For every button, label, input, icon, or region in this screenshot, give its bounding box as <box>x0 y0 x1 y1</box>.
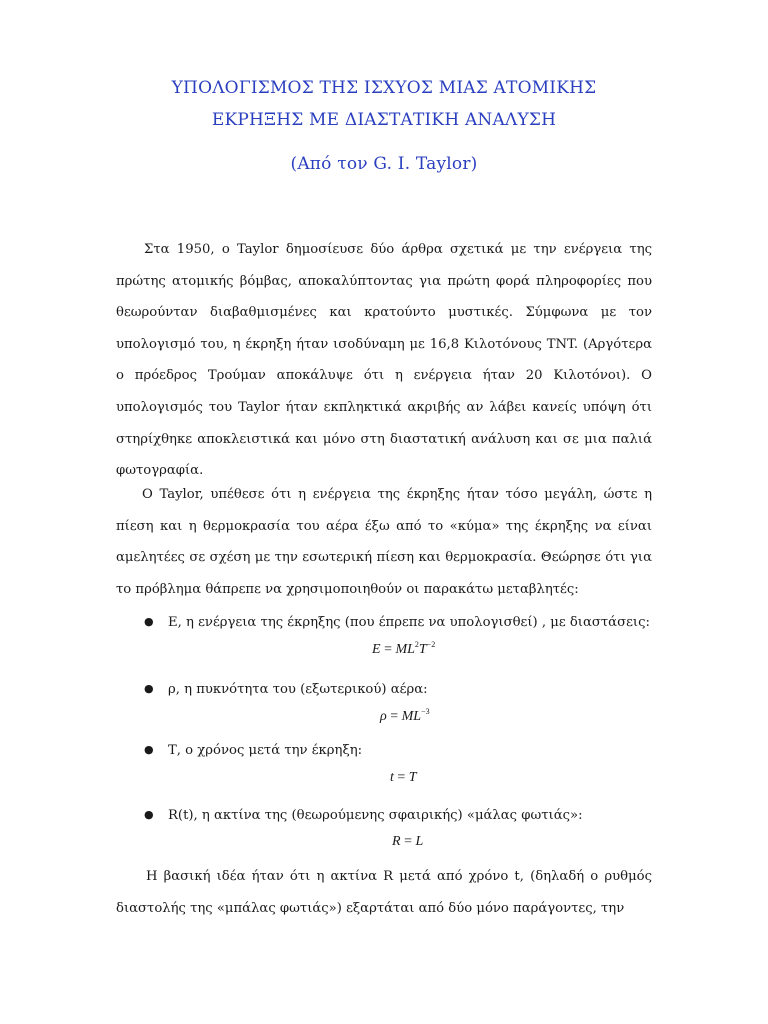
formula-time: t = T <box>390 770 417 785</box>
bullet-density-text: ρ, η πυκνότητα του (εξωτερικού) αέρα: <box>168 682 428 697</box>
bullet-energy-text: Ε, η ενέργεια της έκρηξης (που έπρεπε να υπολογισθεί) , με διαστάσεις: <box>168 615 650 630</box>
byline: (Από τον G. I. Taylor) <box>290 154 478 174</box>
paragraph-basic-idea: Η βασική ιδέα ήταν ότι η ακτίνα R μετά από χρόνο t, (δηλαδή ο ρυθμός διαστολής της «μπάλας φωτιάς») εξαρτάται από δύο μόνο παράγοντες, την <box>116 869 652 916</box>
bullet-time <box>144 740 362 761</box>
bullet-radius <box>144 805 583 826</box>
bullet-energy <box>144 612 650 633</box>
bullet-dot-icon: ● <box>144 808 154 821</box>
bullet-dot-icon: ● <box>144 615 154 628</box>
bullet-time-text: Τ, ο χρόνος μετά την έκρηξη: <box>168 743 363 758</box>
paragraph-intro: Στα 1950, ο Taylor δημοσίευσε δύο άρθρα σχετικά με την ενέργεια της πρώτης ατομικής βόμβας, αποκαλύπτοντας για πρώτη φορά πληροφορίες που θεωρούνταν διαβαθμισμένες και κρατούντο μυστικές. Σύμφωνα με τον υπολογισμό του, η έκρηξη ήταν ισοδύναμη με 16,8 Κιλοτόνους TNT. (Αργότερα ο πρόεδρος Τρούμαν αποκάλυψε ότι η ενέργεια ήταν 20 Κιλοτόνοι). Ο υπολογισμός του Taylor ήταν εκπληκτικά ακριβής αν λάβει κανείς υπόψη ότι στηρίχθηκε αποκλειστικά και μόνο στη διαστατική ανάλυση και σε μια παλιά φωτογραφία. <box>116 242 652 479</box>
bullet-dot-icon: ● <box>144 743 154 756</box>
formula-radius: R = L <box>392 834 424 849</box>
title-line-1: ΥΠΟΛΟΓΙΣΜΟΣ ΤΗΣ ΙΣΧΥΟΣ ΜΙΑΣ ΑΤΟΜΙΚΗΣ <box>171 78 597 98</box>
bullet-dot-icon: ● <box>144 682 154 695</box>
formula-energy: $E = ML^2T^{-2}$ <box>372 640 436 657</box>
title-line-2: ΕΚΡΗΞΗΣ ΜΕ ΔΙΑΣΤΑΤΙΚΗ ΑΝΑΛΥΣΗ <box>211 110 557 130</box>
bullet-density <box>144 679 428 700</box>
formula-density: $\rho = ML^{-3}$ <box>380 707 430 724</box>
bullet-radius-text: R(t), η ακτίνα της (θεωρούμενης σφαιρικής) «μάλας φωτιάς»: <box>168 808 583 823</box>
paragraph-assumptions: Ο Taylor, υπέθεσε ότι η ενέργεια της έκρηξης ήταν τόσο μεγάλη, ώστε η πίεση και η θερμοκρασία του αέρα έξω από το «κύμα» της έκρηξης να είναι αμελητέες σε σχέση με την εσωτερική πίεση και θερμοκρασία. Θεώρησε ότι για το πρόβλημα θάπρεπε να χρησιμοποιηθούν οι παρακάτω μεταβλητές: <box>116 487 652 597</box>
